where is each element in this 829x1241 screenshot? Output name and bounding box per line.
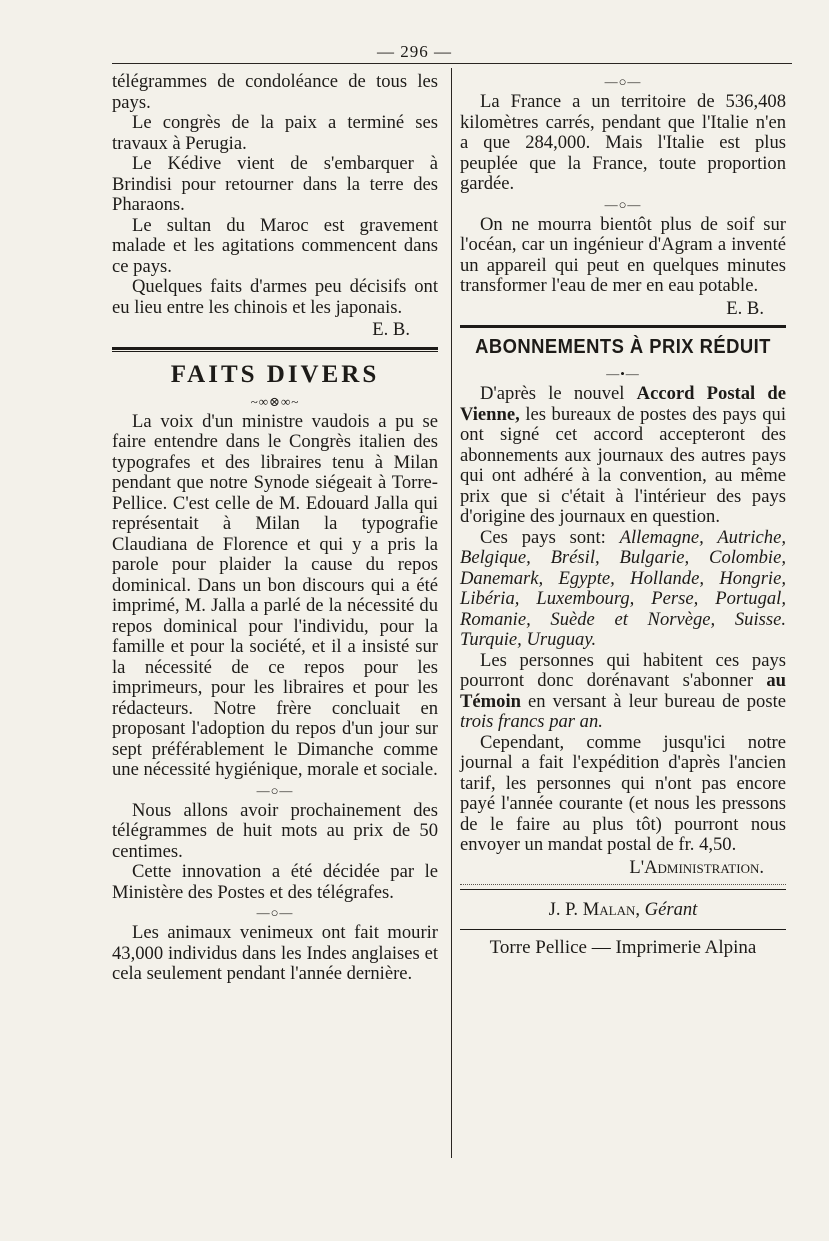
separator-icon: —○— [256,905,294,920]
paragraph: Cependant, comme jusqu'ici notre journal a fait l'expédition d'après l'ancien tarif, les personnes qui n'ont pas encore payé l'année courante (et nous les pressons de le faire au plus tôt) pourront nous envoyer un mandat postal de fr. 4,50. [460,731,786,855]
paragraph: Le sultan du Maroc est gravement malade et les agitations commencent dans ce pays. [112,214,438,277]
header-rule [112,63,792,64]
paragraph: Les animaux venimeux ont fait mourir 43,000 individus dans les Indes anglaises et cela seulement pendant l'année dernière. [112,922,438,984]
separator-icon: —○— [256,782,294,798]
gerant-line [460,900,786,921]
page-number: — 296 — [377,42,452,61]
gerant-title: Gérant [644,899,698,920]
section-rule [460,325,786,328]
left-column [112,72,438,985]
paragraph: Quelques faits d'armes peu décisifs ont eu lieu entre les chinois et les japonais. [112,276,438,318]
separator-icon: —○— [604,196,642,212]
right-column [460,72,786,958]
rule [460,929,786,930]
text-run: Les personnes qui habitent ces pays pourront donc dorénavant s'abonner [460,649,786,691]
bold-text: Accord Postal de Vienne, [460,383,787,425]
section-rule-thin [112,351,438,352]
signature: E. B. [726,297,764,319]
dotted-rule [460,884,786,885]
paragraph: Le Kédive vient de s'embarquer à Brindisi pour retourner dans la terre des Pharaons. [112,153,438,215]
column-divider [451,68,452,1158]
administration-signature: L'Administration. [629,856,764,878]
italic-text: trois francs par an. [460,711,603,732]
country-list: Allemagne, Autriche, Belgique, Brésil, Bulgarie, Colombie, Danemark, Egypte, Hollande, Hongrie, Libéria, Luxembourg, Perse, Portugal, Romanie, Suède et Norvège, Suisse. Turquie, Uruguay. [460,526,786,650]
text-run: Ces pays sont: [480,526,620,548]
paragraph [460,384,786,528]
paragraph: Cette innovation a été décidée par le Ministère des Postes et des télégrafes. [112,861,438,903]
text-run: les bureaux de postes des pays qui ont signé cet accord accepteront des abonnements aux journaux des autres pays qui ont adhéré à la convention, au même prix que si c'était à l'intérieur des pays d'origine des journaux en question. [460,403,786,527]
paragraph: La France a un territoire de 536,408 kilomètres carrés, pendant que l'Italie n'en a que 284,000. Mais l'Italie est plus peuplée que la France, toute proportion gardée. [460,91,786,194]
ornament-icon: ~∞⊗∞~ [250,393,300,409]
bold-text: au Témoin [460,670,786,712]
imprint-line: Torre Pellice — Imprimerie Alpina [489,936,757,958]
separator-icon: —○— [604,74,642,89]
paragraph: Nous allons avoir prochainement des télégrammes de huit mots au prix de 50 centimes. [112,799,438,862]
text-run: en versant à leur bureau de poste [520,690,786,712]
section-rule [112,347,438,350]
paragraph: On ne mourra bientôt plus de soif sur l'océan, car un ingénieur d'Agram a inventé un appareil qui peut en quelques minutes transformer l'eau de mer en eau potable. [460,213,786,296]
signature: E. B. [372,319,410,340]
text-run: D'après le nouvel [480,383,637,404]
rule [460,889,786,890]
mini-ornament-icon: —•— [606,366,640,381]
paragraph: Le congrès de la paix a terminé ses travaux à Perugia. [112,112,438,154]
section-headline: FAITS DIVERS [170,360,380,388]
paragraph: La voix d'un ministre vaudois a pu se faire entendre dans le Congrès italien des typografes et des libraires tenu à Milan pendant que notre Synode siégeait à Torre-Pellice. C'est celle de M. Edouard Jalla qui représentait à Milan la typografie Claudiana de Florence et qui y a pris la parole pour plaider la cause du repos dominical. Dans un bon discours qui a été imprimé, M. Jalla a parlé de la nécessité du repos dominical pour l'individu, pour la famille et pour la société, et il a insisté sur la nécessité de ce repos pour les imprimeurs, pour les libraires et pour les rédacteurs. Notre frère concluait en proposant l'adoption du repos d'un jour sur sept préférablement le Dimanche comme une nécessité hygiénique, morale et sociale. [112,410,438,780]
gerant-name: J. P. Malan, [548,899,645,920]
section-headline: ABONNEMENTS À PRIX RÉDUIT [475,336,771,358]
paragraph [460,651,786,733]
paragraph [460,528,786,651]
paragraph: télégrammes de condoléance de tous les pays. [112,71,438,113]
